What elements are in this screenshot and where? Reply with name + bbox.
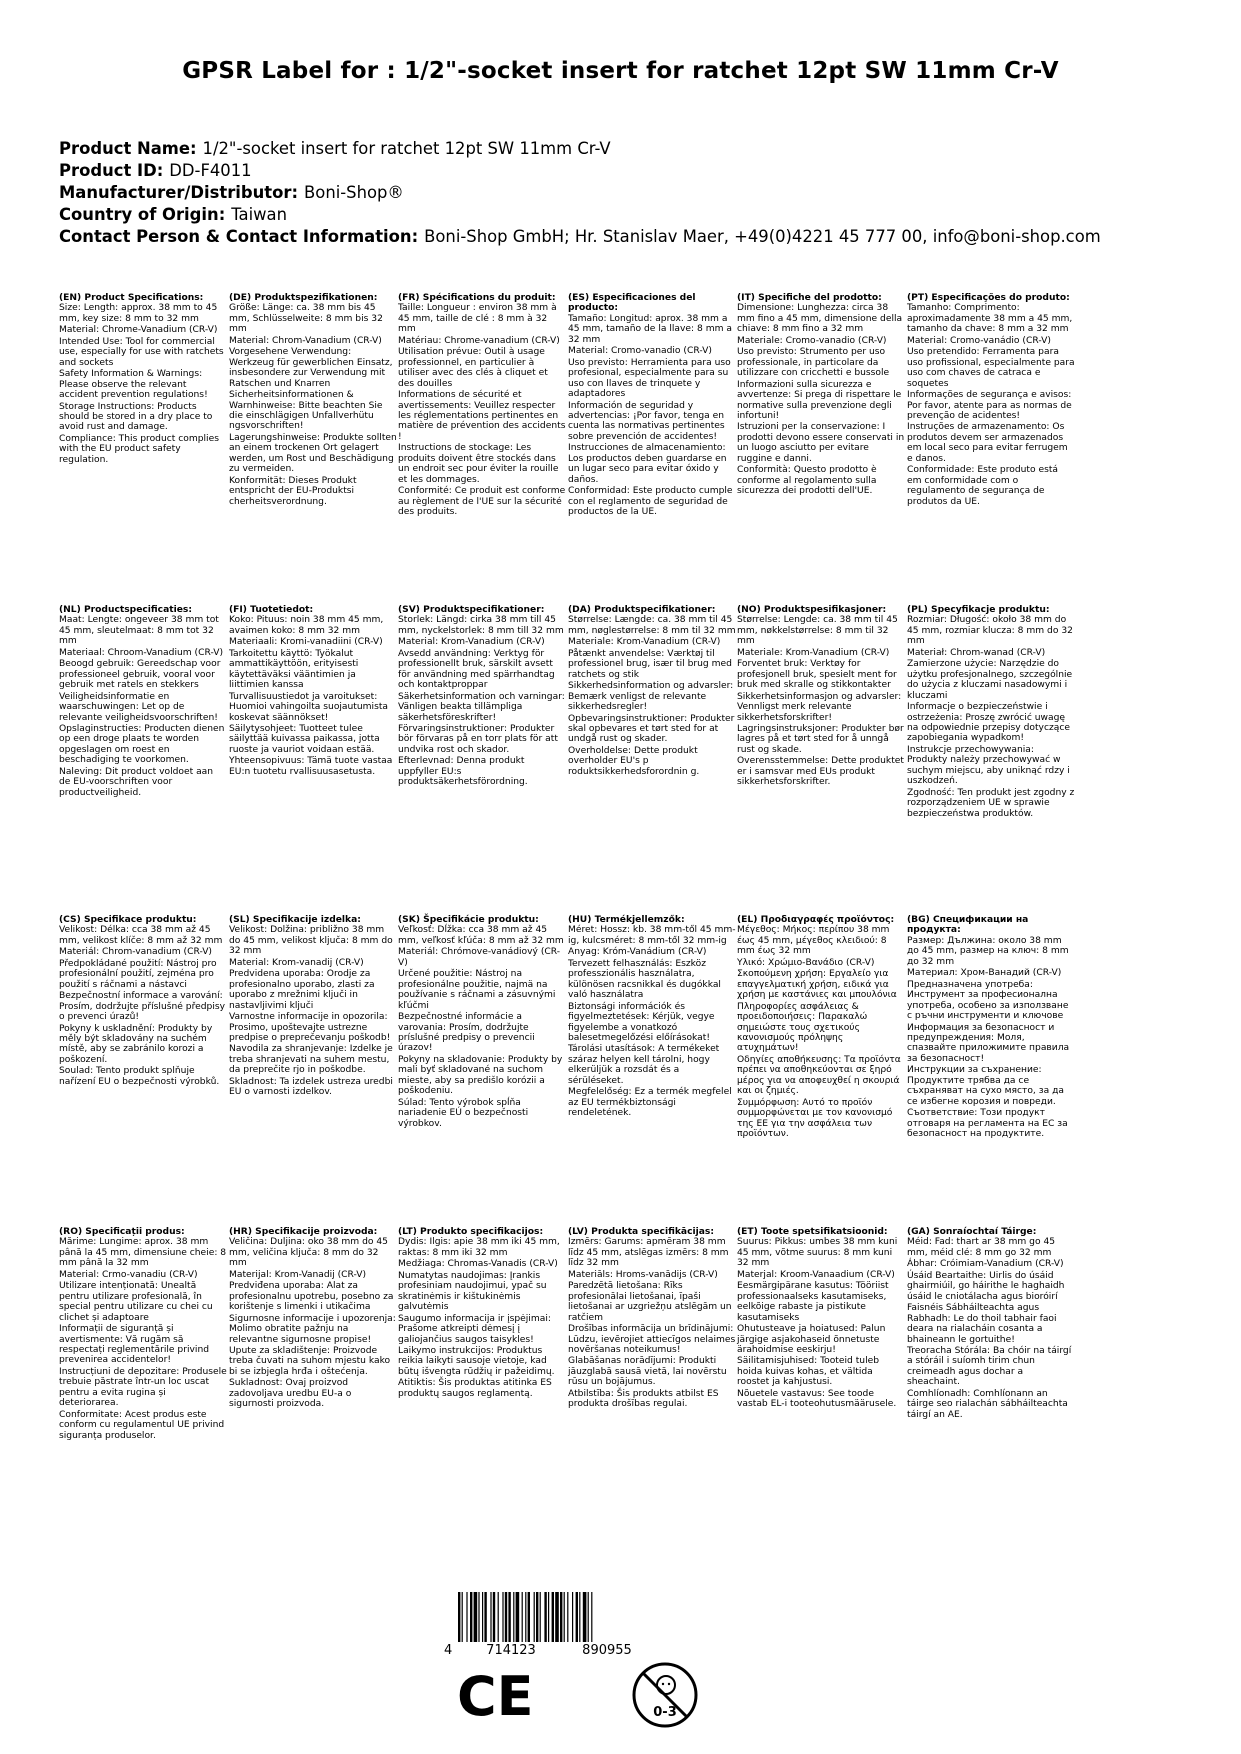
language-paragraph: Tervezett felhasználás: Eszköz professzionális használatra, különösen racsnikkal és dugókkal való használatra bbox=[568, 958, 721, 1001]
language-paragraph: Veiligheidsinformatie en waarschuwingen: Let op de relevante veiligheidsvoorschriften! bbox=[59, 691, 218, 723]
barcode-bar bbox=[579, 1592, 580, 1642]
language-heading: (RO) Specificații produs: bbox=[59, 1227, 185, 1237]
language-paragraph: Sikkerhetsinformasjon og advarsler: Vennligst merk relevante sikkerhetsforskrifter! bbox=[737, 691, 902, 723]
language-paragraph: Vorgesehene Verwendung: Werkzeug für gewerblichen Einsatz, insbesondere zur Verwendung mit Ratschen und Knarren bbox=[229, 347, 393, 389]
language-block bbox=[737, 1227, 905, 1411]
language-paragraph: Инструкции за съхранение: Продуктите трябва да се съхраняват на сухо място, за да се избегне корозия и повреди. bbox=[907, 1065, 1064, 1107]
barcode-bar bbox=[522, 1592, 523, 1642]
language-heading: (HU) Termékjellemzők: bbox=[568, 915, 685, 925]
language-paragraph: Conformité: Ce produit est conforme au règlement de l'UE sur la sécurité des produits. bbox=[398, 486, 566, 518]
language-block bbox=[907, 605, 1075, 820]
language-paragraph: Předpokládané použití: Nástroj pro profesionální použití, zejména pro použití s ráčnami a nástavci bbox=[59, 958, 217, 990]
language-paragraph: Atbilstība: Šis produkts atbilst ES produkta drošības regulai. bbox=[568, 1388, 719, 1410]
language-paragraph: Bezpečnostné informácie a varovania: Prosím, dodržujte príslušné predpisy o prevencii úrazov! bbox=[398, 1012, 535, 1054]
language-block bbox=[59, 1227, 227, 1442]
barcode-bar bbox=[588, 1592, 589, 1642]
language-heading: (BG) Спецификации на продукта: bbox=[907, 915, 1029, 936]
language-paragraph: Laikymo instrukcijos: Produktus reikia laikyti sausoje vietoje, kad būtų išvengta rūdžių ir pažeidimų. bbox=[398, 1345, 555, 1377]
language-heading: (EN) Product Specifications: bbox=[59, 293, 204, 303]
language-paragraph: Biztonsági információk és figyelmeztetések: Kérjük, vegye figyelembe a vonatkozó balesetmegelőzési előírásokat! bbox=[568, 1001, 715, 1043]
language-paragraph: Zgodność: Ten produkt jest zgodny z rozporządzeniem UE w sprawie bezpieczeństwa produktów. bbox=[907, 787, 1075, 819]
barcode-bar bbox=[564, 1592, 565, 1642]
language-paragraph: Numatytas naudojimas: Įrankis profesiniam naudojimui, ypač su skratinėmis ir kištukinėmis galvutėmis bbox=[398, 1270, 547, 1313]
barcode-bar bbox=[555, 1592, 559, 1642]
language-paragraph: Material: Krom-Vanadium (CR-V) bbox=[398, 637, 545, 648]
language-paragraph: Tamanho: Comprimento: aproximadamente 38 mm a 45 mm, tamanho da chave: 8 mm a 32 mm bbox=[907, 303, 1073, 335]
info-country bbox=[59, 204, 1199, 226]
language-paragraph: Conformitate: Acest produs este conform cu regulamentul UE privind siguranța produselor. bbox=[59, 1409, 225, 1441]
language-paragraph: Atitiktis: Šis produktas atitinka ES produktų saugos reglamentą. bbox=[398, 1378, 552, 1399]
language-paragraph: Materiál: Chrómove-vanádiový (CR-V) bbox=[398, 947, 561, 968]
language-paragraph: Materiał: Chrom-wanad (CR-V) bbox=[907, 647, 1046, 658]
language-paragraph: Eesmärgipärane kasutus: Tööriist professionaalseks kasutamiseks, eelkõige rabaste ja pistikute kasutamiseks bbox=[737, 1281, 889, 1323]
language-paragraph: Υλικό: Χρώμιο-Βανάδιο (CR-V) bbox=[737, 957, 875, 968]
info-product-name bbox=[59, 138, 1199, 160]
age-label: 0-3 bbox=[653, 1705, 677, 1720]
language-block bbox=[59, 605, 227, 799]
language-paragraph: Συμμόρφωση: Αυτό το προϊόν συμμορφώνεται με τον κανονισμό της ΕΕ για την ασφάλεια των προϊόντων. bbox=[737, 1097, 893, 1140]
language-heading: (NL) Productspecificaties: bbox=[59, 605, 193, 615]
language-paragraph: Materjal: Kroom-Vanaadium (CR-V) bbox=[737, 1269, 895, 1280]
language-block bbox=[568, 605, 736, 778]
language-paragraph: Ábhar: Cróimiam-Vanadium (CR-V) bbox=[907, 1259, 1064, 1270]
language-paragraph: Instrukcje przechowywania: Produkty należy przechowywać w suchym miejscu, aby uniknąć rdzy i uszkodzeń. bbox=[907, 744, 1070, 787]
barcode-bar bbox=[458, 1592, 460, 1642]
language-heading: (PL) Specyfikacje produktu: bbox=[907, 605, 1050, 615]
language-heading: (SK) Špecifikácie produktu: bbox=[398, 915, 539, 925]
language-paragraph: Storlek: Längd: cirka 38 mm till 45 mm, nyckelstorlek: 8 mm till 32 mm bbox=[398, 615, 564, 636]
barcode-bar bbox=[540, 1592, 541, 1642]
language-paragraph: Pokyny na skladovanie: Produkty by mali byť skladované na suchom mieste, aby sa predišlo korózii a poškodeniu. bbox=[398, 1054, 563, 1097]
page-title: GPSR Label for : 1/2"-socket insert for ratchet 12pt SW 11mm Cr-V bbox=[182, 58, 1059, 84]
language-paragraph: Úsáid Beartaithe: Uirlis do úsáid ghairmiúil, go háirithe le haghaidh úsáid le cniotálacha agus bioróirí bbox=[907, 1270, 1065, 1302]
language-paragraph: Informazioni sulla sicurezza e avvertenze: Si prega di rispettare le normative sulla prevenzione degli infortuni! bbox=[737, 379, 902, 421]
product-info bbox=[59, 138, 1199, 248]
language-paragraph: Matériau: Chrome-vanadium (CR-V) bbox=[398, 335, 560, 346]
language-paragraph: Safety Information & Warnings: Please observe the relevant accident prevention regulations! bbox=[59, 369, 208, 401]
language-paragraph: Säkerhetsinformation och varningar: Vänligen beakta tillämpliga säkerhetsföreskrifter! bbox=[398, 691, 565, 723]
language-paragraph: Påtænkt anvendelse: Værktøj til professionel brug, især til brug med ratchets og stik bbox=[568, 648, 732, 680]
language-paragraph: Material: Chrome-Vanadium (CR-V) bbox=[59, 325, 218, 336]
barcode-bar bbox=[482, 1592, 483, 1642]
barcode-bar bbox=[528, 1592, 530, 1642]
language-paragraph: Predviđena uporaba: Alat za profesionalnu upotrebu, posebno za korištenje s limenki i utikačima bbox=[229, 1281, 394, 1313]
barcode-bar bbox=[493, 1592, 495, 1642]
language-block bbox=[229, 293, 397, 508]
language-paragraph: Overholdelse: Dette produkt overholder EU's p roduktsikkerhedsforordnin g. bbox=[568, 745, 700, 777]
language-paragraph: Velikost: Délka: cca 38 mm až 45 mm, velikost klíče: 8 mm až 32 mm bbox=[59, 925, 223, 946]
language-paragraph: Πληροφορίες ασφάλειας & προειδοποιήσεις: Παρακαλώ σημειώστε τους σχετικούς κανονισμούς πρόληψης ατυχημάτων! bbox=[737, 1001, 868, 1054]
info-product-id bbox=[59, 160, 1199, 182]
language-paragraph: Информация за безопасност и предупреждения: Моля, спазвайте приложимите правила за безопасност! bbox=[907, 1022, 1070, 1064]
language-paragraph: Compliance: This product complies with the EU product safety regulation. bbox=[59, 433, 219, 465]
language-paragraph: Bezpečnostní informace a varování: Prosím, dodržujte příslušné předpisy o prevenci úrazů! bbox=[59, 991, 226, 1023]
language-paragraph: Instrucțiuni de depozitare: Produsele trebuie păstrate într-un loc uscat pentru a evita rugina și deteriorarea. bbox=[59, 1366, 227, 1409]
language-paragraph: Σκοπούμενη χρήση: Εργαλείο για επαγγελματική χρήση, ειδικά για χρήση με καστάνιες και μπουλόνια bbox=[737, 969, 897, 1001]
language-paragraph: Utilisation prévue: Outil à usage professionnel, en particulier à utiliser avec des clés à cliquet et des douilles bbox=[398, 347, 548, 389]
language-paragraph: Material: Cromo-vanadio (CR-V) bbox=[568, 346, 712, 357]
language-paragraph: Uso pretendido: Ferramenta para uso profissional, especialmente para uso com chaves de catraca e soquetes bbox=[907, 347, 1075, 389]
barcode-digits-left: 4 bbox=[444, 1643, 453, 1658]
barcode bbox=[440, 1590, 740, 1665]
language-paragraph: Instructions de stockage: Les produits doivent être stockés dans un endroit sec pour éviter la rouille et les dommages. bbox=[398, 443, 559, 485]
language-heading: (GA) Sonraíochtaí Táirge: bbox=[907, 1227, 1037, 1237]
language-paragraph: Förvaringsinstruktioner: Produkter bör förvaras på en torr plats för att undvika rost och skador. bbox=[398, 723, 558, 755]
language-block bbox=[568, 293, 736, 519]
language-paragraph: Materijal: Krom-Vanadij (CR-V) bbox=[229, 1269, 367, 1280]
language-heading: (LT) Produkto specifikacijos: bbox=[398, 1227, 544, 1237]
language-paragraph: Size: Length: approx. 38 mm to 45 mm, key size: 8 mm to 32 mm bbox=[59, 303, 218, 324]
language-paragraph: Материал: Хром-Ванадий (CR-V) bbox=[907, 968, 1062, 979]
language-paragraph: Koko: Pituus: noin 38 mm 45 mm, avaimen koko: 8 mm 32 mm bbox=[229, 615, 384, 636]
language-paragraph: Tamaño: Longitud: aprox. 38 mm a 45 mm, tamaño de la llave: 8 mm a 32 mm bbox=[568, 313, 732, 345]
language-block bbox=[737, 293, 905, 498]
language-paragraph: Dydis: Ilgis: apie 38 mm iki 45 mm, raktas: 8 mm iki 32 mm bbox=[398, 1237, 560, 1258]
language-heading: (LV) Produkta specifikācijas: bbox=[568, 1227, 714, 1237]
language-heading: (IT) Specifiche del prodotto: bbox=[737, 293, 882, 303]
language-paragraph: Mărime: Lungime: aprox. 38 mm până la 45 mm, dimensiune cheie: 8 mm până la 32 mm bbox=[59, 1237, 227, 1269]
barcode-bar bbox=[544, 1592, 546, 1642]
barcode-bar bbox=[583, 1592, 587, 1642]
ce-mark-text: CE bbox=[457, 1665, 534, 1725]
language-heading: (PT) Especificações do produto: bbox=[907, 293, 1070, 303]
info-manufacturer bbox=[59, 182, 1199, 204]
language-paragraph: Lagringsinstruksjoner: Produkter bør lagres på et tørt sted for å unngå rust og skade. bbox=[737, 723, 904, 755]
language-block bbox=[229, 1227, 397, 1411]
language-paragraph: Sikkerhedsinformation og advarsler: Bemærk venligst de relevante sikkerhedsregler! bbox=[568, 681, 734, 713]
language-heading: (DA) Produktspecifikationer: bbox=[568, 605, 716, 615]
language-paragraph: Säilitamisjuhised: Tooteid tuleb hoida kuivas kohas, et vältida roostet ja kahjustusi. bbox=[737, 1356, 880, 1388]
barcode-bar bbox=[567, 1592, 568, 1642]
language-paragraph: Material: Cromo-vanádio (CR-V) bbox=[907, 335, 1051, 346]
language-paragraph: Istruzioni per la conservazione: I prodotti devono essere conservati in un luogo asciutto per evitare ruggine e danni. bbox=[737, 422, 905, 464]
language-block bbox=[568, 1227, 736, 1411]
language-block bbox=[229, 605, 397, 778]
language-paragraph: Conformidad: Este producto cumple con el reglamento de seguridad de productos de la UE. bbox=[568, 486, 733, 518]
language-paragraph: Opslaginstructies: Producten dienen op een droge plaats te worden opgeslagen om roest en beschadiging te voorkomen. bbox=[59, 723, 225, 766]
language-paragraph: Medžiaga: Chromas-Vanadis (CR-V) bbox=[398, 1259, 558, 1270]
language-paragraph: Veličina: Duljina: oko 38 mm do 45 mm, veličina ključa: 8 mm do 32 mm bbox=[229, 1237, 388, 1269]
language-paragraph: Forventet bruk: Verktøy for profesjonell bruk, spesielt ment for bruk med skralle og stikkontakter bbox=[737, 659, 897, 691]
language-paragraph: Materiál: Chrom-vanadium (CR-V) bbox=[59, 947, 212, 958]
language-paragraph: Maat: Lengte: ongeveer 38 mm tot 45 mm, sleutelmaat: 8 mm tot 32 mm bbox=[59, 615, 219, 647]
language-paragraph: Overensstemmelse: Dette produktet er i samsvar med EUs produkt sikkerhetsforskrifter. bbox=[737, 756, 904, 788]
language-heading: (HR) Specifikacije proizvoda: bbox=[229, 1227, 378, 1237]
language-paragraph: Sicherheitsinformationen & Warnhinweise: Bitte beachten Sie die einschlägigen Unfallverhütu ngsvorschriften! bbox=[229, 390, 383, 432]
language-paragraph: Megfelelőség: Ez a termék megfelel az EU termékbiztonsági rendeletének. bbox=[568, 1087, 732, 1119]
language-paragraph: Dimensione: Lunghezza: circa 38 mm fino a 45 mm, dimensione della chiave: 8 mm fino a 32 mm bbox=[737, 303, 903, 335]
language-paragraph: Beoogd gebruik: Gereedschap voor professioneel gebruik, vooral voor gebruik met ratels en stekkers bbox=[59, 659, 221, 691]
language-paragraph: Uso previsto: Herramienta para uso profesional, especialmente para su uso con llaves de trinquete y adaptadores bbox=[568, 357, 731, 400]
language-paragraph: Informações de segurança e avisos: Por favor, atente para as normas de prevenção de acidentes! bbox=[907, 390, 1072, 421]
language-block bbox=[398, 293, 566, 519]
barcode-bar bbox=[560, 1592, 562, 1642]
language-paragraph: Información de seguridad y advertencias: ¡Por favor, tenga en cuenta las normativas pertinentes sobre prevención de accidentes! bbox=[568, 400, 725, 442]
barcode-digits-right: 890955 bbox=[582, 1643, 632, 1658]
language-paragraph: Glabāšanas norādījumi: Produkti jāuzglabā sausā vietā, lai novērstu rūsu un bojājumus. bbox=[568, 1356, 727, 1388]
language-paragraph: Treoracha Stórála: Ba chóir na táirgí a stóráil i suíomh tirim chun creimeadh agus dochar a sheachaint. bbox=[907, 1345, 1072, 1388]
language-paragraph: Nõuetele vastavus: See toode vastab EL-i tooteohutusmäärusele. bbox=[737, 1388, 897, 1410]
language-paragraph: Upute za skladištenje: Proizvode treba čuvati na suhom mjestu kako bi se izbjegla hrđa i oštećenja. bbox=[229, 1345, 391, 1377]
barcode-bar bbox=[490, 1592, 491, 1642]
language-paragraph: Tarkoitettu käyttö: Työkalut ammattikäyttöön, erityisesti käytettäväksi vääntimien ja liittimien kanssa bbox=[229, 648, 359, 691]
barcode-bar bbox=[572, 1592, 573, 1642]
barcode-bar bbox=[525, 1592, 526, 1642]
language-paragraph: Méret: Hossz: kb. 38 mm-től 45 mm-ig, kulcsméret: 8 mm-től 32 mm-ig bbox=[568, 925, 736, 946]
language-paragraph: Material: Krom-vanadij (CR-V) bbox=[229, 957, 364, 968]
language-paragraph: Materiale: Cromo-vanadio (CR-V) bbox=[737, 335, 887, 346]
language-block bbox=[737, 915, 905, 1141]
language-block bbox=[398, 915, 566, 1130]
language-heading: (EL) Προδιαγραφές προϊόντος: bbox=[737, 915, 895, 925]
barcode-graphic bbox=[440, 1590, 740, 1665]
language-paragraph: Určené použitie: Nástroj na profesionálne použitie, najmä na používanie s ráčnami a zásuvnými kľúčmi bbox=[398, 969, 556, 1011]
language-heading: (FI) Tuotetiedot: bbox=[229, 605, 314, 615]
barcode-digits-mid: 714123 bbox=[486, 1643, 536, 1658]
language-block bbox=[229, 915, 397, 1099]
language-paragraph: Storage Instructions: Products should be stored in a dry place to avoid rust and damage. bbox=[59, 401, 213, 433]
language-heading: (SL) Specifikacije izdelka: bbox=[229, 915, 361, 925]
language-paragraph: Instrucciones de almacenamiento: Los productos deben guardarse en un lugar seco para evitar óxido y daños. bbox=[568, 443, 727, 485]
barcode-bar bbox=[536, 1592, 538, 1642]
language-paragraph: Instruções de armazenamento: Os produtos devem ser armazenados em local seco para evitar ferrugem e danos. bbox=[907, 422, 1068, 464]
language-paragraph: Størrelse: Længde: ca. 38 mm til 45 mm, nøglestørrelse: 8 mm til 32 mm bbox=[568, 615, 736, 636]
barcode-bar bbox=[478, 1592, 479, 1642]
language-paragraph: Säilytysohjeet: Tuotteet tulee säilyttää kuivassa paikassa, jotta ruoste ja vauriot voidaan estää. bbox=[229, 723, 380, 755]
language-paragraph: Pokyny k uskladnění: Produkty by měly být skladovány na suchém místě, aby se zabránilo korozi a poškození. bbox=[59, 1023, 213, 1065]
language-block bbox=[907, 293, 1075, 508]
language-paragraph: Skladnost: Ta izdelek ustreza uredbi EU o varnosti izdelkov. bbox=[229, 1076, 393, 1098]
info-contact bbox=[59, 226, 1199, 248]
barcode-bar bbox=[552, 1592, 554, 1642]
language-paragraph: Størrelse: Lengde: ca. 38 mm til 45 mm, nøkkelstørrelse: 8 mm til 32 mm bbox=[737, 615, 898, 647]
language-paragraph: Intended Use: Tool for commercial use, especially for use with ratchets and sockets bbox=[59, 336, 224, 368]
language-heading: (FR) Spécifications du produit: bbox=[398, 293, 556, 303]
language-paragraph: Предназначена употреба: Инструмент за професионална употреба, особено за използване с ръчни инструменти и ключове bbox=[907, 979, 1069, 1022]
language-paragraph: Materiaal: Chroom-Vanadium (CR-V) bbox=[59, 647, 224, 658]
language-paragraph: Naleving: Dit product voldoet aan de EU-voorschriften voor productveiligheid. bbox=[59, 766, 214, 798]
language-paragraph: Uso previsto: Strumento per uso professionale, in particolare da utilizzare con cricchetti e bussole bbox=[737, 347, 890, 379]
info-label: Country of Origin: bbox=[59, 205, 226, 224]
not-for-under-3-icon bbox=[630, 1660, 700, 1734]
barcode-bar bbox=[591, 1592, 592, 1642]
language-paragraph: Avsedd användning: Verktyg för professionellt bruk, särskilt avsett för användning med spärrhandtag och kontaktproppar bbox=[398, 648, 555, 691]
language-paragraph: Informacje o bezpieczeństwie i ostrzeżenia: Proszę zwrócić uwagę na odpowiednie przepisy dotyczące zapobiegania wypadkom! bbox=[907, 702, 1070, 744]
barcode-bar bbox=[505, 1592, 507, 1642]
language-paragraph: Informations de sécurité et avertissements: Veuillez respecter les réglementations pertinentes en matière de prévention des accidents ! bbox=[398, 390, 566, 442]
language-paragraph: Opbevaringsinstruktioner: Produkter skal opbevares et tørt sted for at undgå rust og skader. bbox=[568, 713, 735, 745]
info-value: Boni-Shop GmbH; Hr. Stanislav Maer, +49(0)4221 45 777 00, info@boni-shop.com bbox=[424, 227, 1101, 246]
language-heading: (DE) Produktspezifikationen: bbox=[229, 293, 378, 303]
language-paragraph: Informații de siguranță și avertismente: Vă rugăm să respectați reglementările privind prevenirea accidentelor! bbox=[59, 1324, 210, 1366]
barcode-bar bbox=[498, 1592, 499, 1642]
language-paragraph: Efterlevnad: Denna produkt uppfyller EU:s produktsäkerhetsförordning. bbox=[398, 756, 528, 788]
barcode-bar bbox=[513, 1592, 514, 1642]
info-value: Taiwan bbox=[231, 205, 287, 224]
language-paragraph: Méid: Fad: thart ar 38 mm go 45 mm, méid clé: 8 mm go 32 mm bbox=[907, 1237, 1056, 1258]
language-paragraph: Paredzētā lietošana: Rīks profesionālai lietošanai, īpaši lietošanai ar uzgriežņu atslēgām un ratčiem bbox=[568, 1281, 732, 1323]
info-label: Contact Person & Contact Information: bbox=[59, 227, 419, 246]
barcode-bar bbox=[576, 1592, 578, 1642]
barcode-bar bbox=[548, 1592, 549, 1642]
language-paragraph: Predvidena uporaba: Orodje za profesionalno uporabo, zlasti za uporabo z mrežnimi ključi in nastavljivimi ključi bbox=[229, 969, 375, 1011]
language-paragraph: Materiale: Krom-Vanadium (CR-V) bbox=[568, 637, 721, 648]
language-paragraph: Ohutusteave ja hoiatused: Palun järgige asjakohaseid õnnetuste ärahoidmise eeskirju! bbox=[737, 1324, 886, 1355]
language-paragraph: Materiaali: Kromi-vanadiini (CR-V) bbox=[229, 637, 383, 648]
language-paragraph: Comhlíonadh: Comhlíonann an táirge seo rialachán sábháilteachta táirgí an AE. bbox=[907, 1388, 1068, 1420]
language-block bbox=[568, 915, 736, 1120]
barcode-bar bbox=[508, 1592, 510, 1642]
language-paragraph: Izmērs: Garums: apmēram 38 mm līdz 45 mm, atslēgas izmērs: 8 mm līdz 32 mm bbox=[568, 1237, 729, 1269]
language-paragraph: Materiāls: Hroms-vanādijs (CR-V) bbox=[568, 1269, 718, 1280]
info-value: Boni-Shop® bbox=[304, 183, 404, 202]
language-heading: (SV) Produktspecifikationer: bbox=[398, 605, 545, 615]
language-block bbox=[398, 1227, 566, 1400]
language-paragraph: Veľkosť: Dĺžka: cca 38 mm až 45 mm, veľkosť kľúča: 8 mm až 32 mm bbox=[398, 925, 564, 946]
language-paragraph: Faisnéis Sábháilteachta agus Rabhadh: Le do thoil tabhair faoi deara na rialacháin cosanta a bhaineann le gortuithe! bbox=[907, 1303, 1057, 1345]
language-paragraph: Taille: Longueur : environ 38 mm à 45 mm, taille de clé : 8 mm à 32 mm bbox=[398, 303, 557, 335]
language-paragraph: Tárolási utasítások: A termékeket száraz helyen kell tárolni, hogy elkerüljük a rozsdát és a sérüléseket. bbox=[568, 1044, 720, 1086]
language-paragraph: Съответствие: Този продукт отговаря на регламента на ЕС за безопасност на продуктите. bbox=[907, 1108, 1068, 1140]
language-paragraph: Konformität: Dieses Produkt entspricht der EU-Produktsi cherheitsverordnung. bbox=[229, 475, 357, 507]
language-paragraph: Utilizare intenționată: Unealtă pentru utilizare profesională, în special pentru utilizare cu chei cu clichet și adaptoare bbox=[59, 1281, 213, 1323]
language-paragraph: Zamierzone użycie: Narzędzie do użytku profesjonalnego, szczególnie do użycia z kluczami nasadowymi i kluczami bbox=[907, 659, 1073, 701]
language-paragraph: Rozmiar: Długość: około 38 mm do 45 mm, rozmiar klucza: 8 mm do 32 mm bbox=[907, 615, 1073, 647]
language-paragraph: Material: Chrom-Vanadium (CR-V) bbox=[229, 335, 382, 346]
language-paragraph: Размер: Дължина: около 38 mm до 45 mm, размер на ключ: 8 mm до 32 mm bbox=[907, 935, 1069, 967]
language-block bbox=[907, 1227, 1075, 1421]
language-paragraph: Conformidade: Este produto está em conformidade com o regulamento de segurança de produtos da UE. bbox=[907, 465, 1059, 507]
language-paragraph: Varnostne informacije in opozorila: Prosimo, upoštevajte ustrezne predpise o preprečevanju poškodb! bbox=[229, 1012, 391, 1043]
language-paragraph: Οδηγίες αποθήκευσης: Τα προϊόντα πρέπει να αποθηκεύονται σε ξηρό μέρος για να αποφευχθεί η σκουριά και οι ζημιές. bbox=[737, 1054, 901, 1097]
language-block bbox=[907, 915, 1075, 1141]
language-paragraph: Súlad: Tento výrobok spĺňa nariadenie EÚ o bezpečnosti výrobkov. bbox=[398, 1097, 529, 1129]
info-value: DD-F4011 bbox=[169, 161, 252, 180]
language-block bbox=[59, 915, 227, 1088]
language-paragraph: Material: Crmo-vanadiu (CR-V) bbox=[59, 1269, 198, 1280]
language-heading: (ES) Especificaciones del producto: bbox=[568, 293, 696, 314]
language-paragraph: Navodila za shranjevanje: Izdelke je treba shranjevati na suhem mestu, da preprečite rjo in poškodbe. bbox=[229, 1044, 393, 1076]
language-paragraph: Größe: Länge: ca. 38 mm bis 45 mm, Schlüsselweite: 8 mm bis 32 mm bbox=[229, 303, 383, 335]
barcode-bar bbox=[502, 1592, 503, 1642]
language-paragraph: Conformità: Questo prodotto è conforme al regolamento sulla sicurezza dei prodotti dell'UE. bbox=[737, 465, 877, 497]
language-block bbox=[398, 605, 566, 789]
language-heading: (CS) Specifikace produktu: bbox=[59, 915, 197, 925]
barcode-bar bbox=[484, 1592, 486, 1642]
language-heading: (ET) Toote spetsifikatsioonid: bbox=[737, 1227, 888, 1237]
barcode-bar bbox=[516, 1592, 520, 1642]
language-paragraph: Sigurnosne informacije i upozorenja: Molimo obratite pažnju na relevantne sigurnosne propise! bbox=[229, 1313, 396, 1345]
barcode-bar bbox=[462, 1592, 463, 1642]
language-paragraph: Turvallisuustiedot ja varoitukset: Huomioi vahingoilta suojautumista koskevat säännökset! bbox=[229, 691, 389, 723]
language-paragraph: Saugumo informacija ir įspėjimai: Prašome atkreipti dėmesį į galiojančius saugos taisykles! bbox=[398, 1313, 551, 1345]
language-paragraph: Materiale: Krom-Vanadium (CR-V) bbox=[737, 647, 890, 658]
language-block bbox=[59, 293, 227, 466]
barcode-bar bbox=[474, 1592, 478, 1642]
language-paragraph: Sukladnost: Ovaj proizvod zadovoljava uredbu EU-a o sigurnosti proizvoda. bbox=[229, 1378, 352, 1410]
info-label: Product Name: bbox=[59, 139, 197, 158]
language-paragraph: Μέγεθος: Μήκος: περίπου 38 mm έως 45 mm, μέγεθος κλειδιού: 8 mm έως 32 mm bbox=[737, 925, 890, 957]
info-value: 1/2"-socket insert for ratchet 12pt SW 11mm Cr-V bbox=[202, 139, 611, 158]
info-label: Manufacturer/Distributor: bbox=[59, 183, 299, 202]
language-paragraph: Soulad: Tento produkt splňuje nařízení EU o bezpečnosti výrobků. bbox=[59, 1066, 220, 1087]
info-label: Product ID: bbox=[59, 161, 164, 180]
language-paragraph: Drošības informācija un brīdinājumi: Lūdzu, ievērojiet attiecīgos nelaimes novēršanas noteikumus! bbox=[568, 1324, 736, 1355]
language-paragraph: Yhteensopivuus: Tämä tuote vastaa EU:n tuotetu rvallisuusasetusta. bbox=[229, 756, 393, 777]
barcode-bar bbox=[470, 1592, 472, 1642]
barcode-bar bbox=[466, 1592, 467, 1642]
ce-mark-icon bbox=[455, 1665, 535, 1729]
language-paragraph: Lagerungshinweise: Produkte sollten an einem trockenen Ort gelagert werden, um Rost und Beschädigung zu vermeiden. bbox=[229, 432, 397, 475]
language-paragraph: Velikost: Dolžina: približno 38 mm do 45 mm, velikost ključa: 8 mm do 32 mm bbox=[229, 925, 393, 957]
language-block bbox=[737, 605, 905, 789]
barcode-bar bbox=[534, 1592, 535, 1642]
language-paragraph: Suurus: Pikkus: umbes 38 mm kuni 45 mm, võtme suurus: 8 mm kuni 32 mm bbox=[737, 1237, 898, 1269]
language-heading: (NO) Produktspesifikasjoner: bbox=[737, 605, 887, 615]
language-paragraph: Anyag: Króm-Vanádium (CR-V) bbox=[568, 947, 707, 958]
